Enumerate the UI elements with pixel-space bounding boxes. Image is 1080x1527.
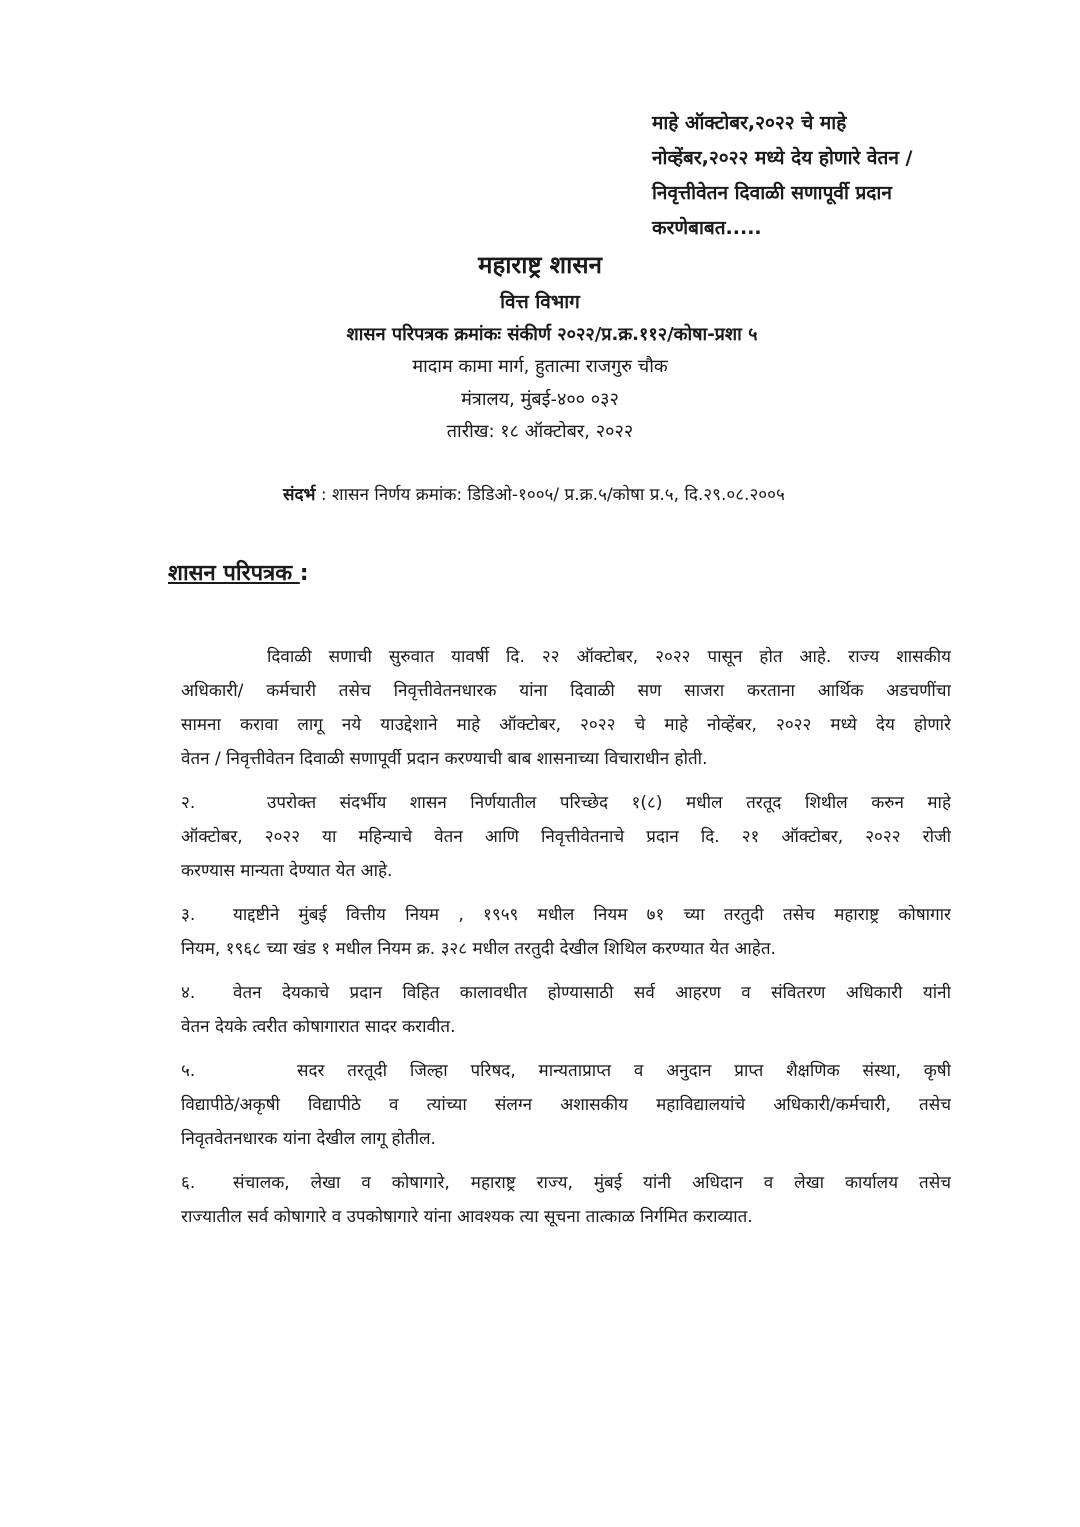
paragraph-line: ६. संचालक, लेखा व कोषागारे, महाराष्ट्र राज्य, मुंबई यांनी अधिदान व लेखा कार्यालय तसेच bbox=[181, 1166, 951, 1200]
subject-block bbox=[652, 106, 1012, 246]
paragraph-6 bbox=[181, 1166, 951, 1234]
heading-title: शासन परिपत्रक bbox=[168, 561, 300, 586]
paragraph-3 bbox=[181, 898, 951, 966]
reference-text: : शासन निर्णय क्रमांक: डिडिओ-१००५/ प्र.क्र.५/कोषा प्र.५, दि.२९.०८.२००५ bbox=[315, 485, 785, 505]
reference-line bbox=[283, 482, 785, 505]
paragraph-5 bbox=[181, 1054, 951, 1156]
paragraph-1 bbox=[181, 640, 951, 776]
paragraph-line: निवृतवेतनधारक यांना देखील लागू होतील. bbox=[181, 1129, 436, 1149]
circular-number: शासन परिपत्रक क्रमांकः संकीर्ण २०२२/प्र.क्र.११२/कोषा-प्रशा ५ bbox=[346, 324, 758, 345]
reference-label: संदर्भ bbox=[283, 485, 316, 505]
circular-date: तारीख: १८ ऑक्टोबर, २०२२ bbox=[446, 421, 634, 442]
paragraph-line: सामना करावा लागू नये याउद्देशाने माहे ऑक्टोबर, २०२२ चे माहे नोव्हेंबर, २०२२ मध्ये देय होणारे bbox=[181, 715, 951, 735]
paragraph-number: ३. bbox=[181, 905, 196, 925]
paragraph-line: अधिकारी/ कर्मचारी तसेच निवृत्तीवेतनधारक यांना दिवाळी सण साजरा करताना आर्थिक अडचणींचा bbox=[181, 681, 951, 701]
address-line-2: मंत्रालय, मुंबई-४०० ०३२ bbox=[461, 389, 619, 410]
paragraph-line: वेतन देयके त्वरीत कोषागारात सादर करावीत. bbox=[181, 1017, 456, 1037]
address-line-1: मादाम कामा मार्ग, हुतात्मा राजगुरु चौक bbox=[412, 356, 668, 377]
department-name: वित्त विभाग bbox=[500, 291, 580, 313]
paragraph-line: वेतन / निवृत्तीवेतन दिवाळी सणापूर्वी प्रदान करण्याची बाब शासनाच्या विचाराधीन होती. bbox=[181, 749, 708, 769]
paragraph-4 bbox=[181, 976, 951, 1044]
paragraph-line: ऑक्टोबर, २०२२ या महिन्याचे वेतन आणि निवृत्तीवेतनाचे प्रदान दि. २१ ऑक्टोबर, २०२२ रोजी bbox=[181, 827, 951, 847]
paragraph-line: दिवाळी सणाची सुरुवात यावर्षी दि. २२ ऑक्टोबर, २०२२ पासून होत आहे. राज्य शासकीय bbox=[267, 647, 951, 667]
paragraph-number: ६. bbox=[181, 1173, 196, 1193]
government-title: महाराष्ट्र शासन bbox=[478, 251, 602, 279]
circular-body bbox=[181, 640, 951, 1244]
paragraph-number: ५. bbox=[181, 1061, 196, 1081]
paragraph-line: ३. याद्दष्टीने मुंबई वित्तीय नियम , १९५९ मधील नियम ७१ च्या तरतुदी तसेच महाराष्ट्र कोषागार bbox=[181, 898, 951, 932]
paragraph-line: २. उपरोक्त संदर्भीय शासन निर्णयातील परिच्छेद १(८) मधील तरतूद शिथील करुन माहे bbox=[181, 786, 951, 820]
paragraph-line: ५. सदर तरतूदी जिल्हा परिषद, मान्यताप्राप्त व अनुदान प्राप्त शैक्षणिक संस्था, कृषी bbox=[181, 1054, 951, 1088]
paragraph-number: २. bbox=[181, 793, 196, 813]
subject-line: माहे ऑक्टोबर,२०२२ चे माहे bbox=[652, 112, 847, 134]
paragraph-line: करण्यास मान्यता देण्यात येत आहे. bbox=[181, 861, 393, 881]
paragraph-line: राज्यातील सर्व कोषागारे व उपकोषागारे यांना आवश्यक त्या सूचना तात्काळ निर्गमित कराव्यात. bbox=[181, 1207, 753, 1227]
subject-line: नोव्हेंबर,२०२२ मध्ये देय होणारे वेतन / bbox=[652, 147, 913, 169]
paragraph-2 bbox=[181, 786, 951, 888]
paragraph-line: नियम, १९६८ च्या खंड १ मधील नियम क्र. ३२८ मधील तरतुदी देखील शिथिल करण्यात येत आहेत. bbox=[181, 939, 776, 959]
section-heading bbox=[168, 557, 309, 587]
subject-line: करणेबाबत..... bbox=[652, 217, 762, 239]
paragraph-number: ४. bbox=[181, 983, 196, 1003]
heading-colon: : bbox=[299, 561, 309, 586]
paragraph-line: विद्यापीठे/अकृषी विद्यापीठे व त्यांच्या संलग्न अशासकीय महाविद्यालयांचे अधिकारी/कर्मचारी, तसेच bbox=[181, 1095, 951, 1115]
paragraph-line: ४. वेतन देयकाचे प्रदान विहित कालावधीत होण्यासाठी सर्व आहरण व संवितरण अधिकारी यांनी bbox=[181, 976, 951, 1010]
subject-line: निवृत्तीवेतन दिवाळी सणापूर्वी प्रदान bbox=[652, 182, 892, 204]
